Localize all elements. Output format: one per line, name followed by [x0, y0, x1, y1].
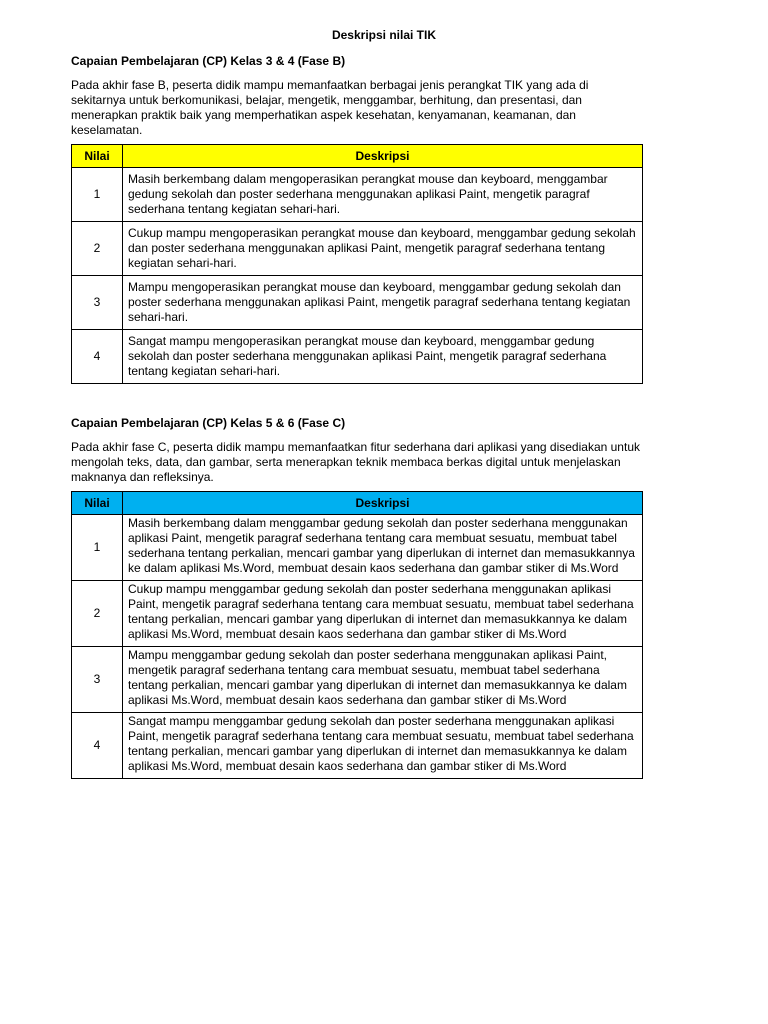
- grade-table-fase-b: [71, 144, 643, 384]
- cell-nilai: 4: [72, 713, 123, 779]
- section-heading: Capaian Pembelajaran (CP) Kelas 5 & 6 (Fase C): [71, 416, 346, 430]
- header-nilai: Nilai: [72, 492, 123, 515]
- section-fase-b: [71, 54, 643, 384]
- cell-nilai: 3: [72, 647, 123, 713]
- table-header-row: [72, 145, 643, 168]
- cell-deskripsi: Masih berkembang dalam mengoperasikan perangkat mouse dan keyboard, menggambar gedung sekolah dan poster sederhana menggunakan aplikasi Paint, mengetik paragraf sederhana tentang kegiatan sehari-hari.: [123, 168, 643, 222]
- document-title: Deskripsi nilai TIK: [331, 28, 437, 42]
- cell-nilai: 1: [72, 168, 123, 222]
- cell-deskripsi: Cukup mampu menggambar gedung sekolah dan poster sederhana menggunakan aplikasi Paint, mengetik paragraf sederhana tentang cara membuat sesuatu, membuat tabel sederhana tentang perkalian, mencari gambar yang diperlukan di internet dan memasukkannya ke dalam aplikasi Ms.Word, membuat desain kaos sederhana dan gambar stiker di Ms.Word: [123, 581, 643, 647]
- header-nilai: Nilai: [72, 145, 123, 168]
- section-fase-c: [71, 416, 643, 779]
- cell-deskripsi: Masih berkembang dalam menggambar gedung sekolah dan poster sederhana menggunakan aplikasi Paint, mengetik paragraf sederhana tentang cara membuat sesuatu, membuat tabel sederhana tentang perkalian, mencari gambar yang diperlukan di internet dan memasukkannya ke dalam aplikasi Ms.Word, membuat desain kaos sederhana dan gambar stiker di Ms.Word: [123, 515, 643, 581]
- section-intro: Pada akhir fase B, peserta didik mampu memanfaatkan berbagai jenis perangkat TIK yang ada di sekitarnya untuk berkomunikasi, belajar, mengetik, menggambar, berhitung, dan presentasi, dan menerapkan praktik baik yang memperhatikan aspek kesehatan, kenyamanan, keamanan, dan keselamatan.: [71, 78, 589, 137]
- cell-deskripsi: Mampu mengoperasikan perangkat mouse dan keyboard, menggambar gedung sekolah dan poster sederhana menggunakan aplikasi Paint, mengetik paragraf sederhana tentang kegiatan sehari-hari.: [123, 276, 643, 330]
- table-row: [72, 168, 643, 222]
- table-row: [72, 276, 643, 330]
- cell-deskripsi: Sangat mampu mengoperasikan perangkat mouse dan keyboard, menggambar gedung sekolah dan poster sederhana menggunakan aplikasi Paint, mengetik paragraf sederhana tentang kegiatan sehari-hari.: [123, 330, 643, 384]
- header-deskripsi: Deskripsi: [123, 145, 643, 168]
- table-row: [72, 330, 643, 384]
- section-heading: Capaian Pembelajaran (CP) Kelas 3 & 4 (Fase B): [71, 54, 346, 68]
- table-header-row: [72, 492, 643, 515]
- cell-deskripsi: Sangat mampu menggambar gedung sekolah dan poster sederhana menggunakan aplikasi Paint, mengetik paragraf sederhana tentang cara membuat sesuatu, membuat tabel sederhana tentang perkalian, mencari gambar yang diperlukan di internet dan memasukkannya ke dalam aplikasi Ms.Word, membuat desain kaos sederhana dan gambar stiker di Ms.Word: [123, 713, 643, 779]
- cell-nilai: 1: [72, 515, 123, 581]
- cell-nilai: 3: [72, 276, 123, 330]
- table-row: [72, 515, 643, 581]
- table-row: [72, 222, 643, 276]
- table-row: [72, 581, 643, 647]
- cell-deskripsi: Cukup mampu mengoperasikan perangkat mouse dan keyboard, menggambar gedung sekolah dan poster sederhana menggunakan aplikasi Paint, mengetik paragraf sederhana tentang kegiatan sehari-hari.: [123, 222, 643, 276]
- cell-nilai: 4: [72, 330, 123, 384]
- header-deskripsi: Deskripsi: [123, 492, 643, 515]
- cell-deskripsi: Mampu menggambar gedung sekolah dan poster sederhana menggunakan aplikasi Paint, mengetik paragraf sederhana tentang cara membuat sesuatu, membuat tabel sederhana tentang perkalian, mencari gambar yang diperlukan di internet dan memasukkannya ke dalam aplikasi Ms.Word, membuat desain kaos sederhana dan gambar stiker di Ms.Word: [123, 647, 643, 713]
- section-intro: Pada akhir fase C, peserta didik mampu memanfaatkan fitur sederhana dari aplikasi yang disediakan untuk mengolah teks, data, dan gambar, serta menerapkan teknik membaca berkas digital untuk menjelaskan maknanya dan refleksinya.: [71, 440, 640, 484]
- grade-table-fase-c: [71, 491, 643, 779]
- cell-nilai: 2: [72, 222, 123, 276]
- cell-nilai: 2: [72, 581, 123, 647]
- table-row: [72, 647, 643, 713]
- table-row: [72, 713, 643, 779]
